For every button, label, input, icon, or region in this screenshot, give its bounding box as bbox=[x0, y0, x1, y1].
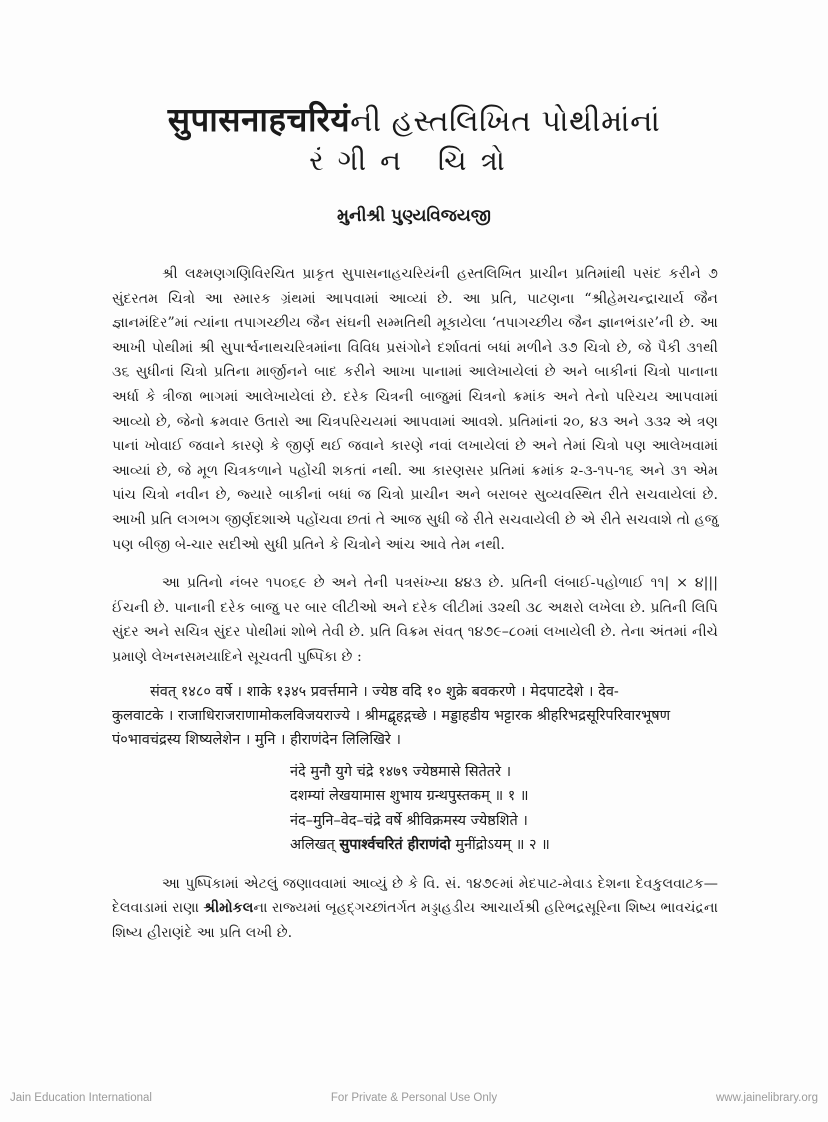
article-body bbox=[112, 262, 718, 945]
title-sanskrit: सुपासनाहचरियं bbox=[167, 100, 351, 139]
footer-website-link[interactable]: www.jainelibrary.org bbox=[715, 1092, 818, 1104]
footer-usage-note: For Private & Personal Use Only bbox=[330, 1092, 498, 1104]
page-subtitle: રંગીન ચિત્રો bbox=[309, 144, 519, 177]
paragraph-3 bbox=[112, 872, 718, 946]
verse-text: मुनींद्रोऽयम् ॥ २ ॥ bbox=[450, 837, 550, 853]
verse-line bbox=[290, 833, 718, 858]
closing-bold-name: શ્રીમોકલ bbox=[203, 900, 254, 917]
paragraph-2: આ પ્રતિનો નંબર ૧૫૦૬૯ છે અને તેની પત્રસંખ્યા ૪૪૩ છે. પ્રતિની લંબાઈ-પહોળાઈ ૧૧| × ૪||| ઈંચની છે. પાનાની દરેક બાજુ પર બાર લીટીઓ અને દરેક લીટીમાં ૩૨થી ૩૮ અક્ષરો લખેલા છે. પ્રતિની લિપિ સુંદર અને સચિત્ર સુંદર પોથીમાં શોભે તેવી છે. પ્રતિ વિક્રમ સંવત્ ૧૪૭૯–૮૦માં લખાયેલી છે. તેના અંતમાં નીચે પ્રમાણે લેખનસમયાદિને સૂચવતી પુષ્પિકા છે : bbox=[112, 575, 718, 665]
verse-line: नंद–मुनि–वेद–चंद्रे वर्षे श्रीविक्रमस्य ज्येष्ठशिते । bbox=[290, 812, 528, 829]
author-name: મુનીશ્રી પુણ્યવિજયજી bbox=[337, 206, 491, 226]
title-gujarati: ની હસ્તલિખિત પોથીમાંનાં bbox=[350, 104, 661, 139]
colophon-prose bbox=[112, 680, 718, 752]
colophon-line: संवत् १४८० वर्षे । शाके १३४५ प्रवर्त्तमाने । ज्येष्ठ वदि १० शुक्रे बवकरणे । मेदपाटदेशे । देव- bbox=[150, 683, 619, 700]
closing-text: ના રાજ્યમાં બૃહદ્ગચ્છાંતર્ગત મડ્ડાહડીય આચાર્યશ્રી હરિભદ્રસૂરિના શિષ્ય ભાવચંદ્રના શિષ્ય હીરાણંદે આ પ્રતિ લખી છે. bbox=[112, 900, 718, 941]
verse-text: अलिखत् bbox=[290, 837, 340, 853]
closing-text: આ પુષ્પિકામાં એટલું જણાવવામાં આવ્યું છે કે વિ. સં. ૧૪૭૯માં મેદપાટ-મેવાડ દેશના દેવકુલવાટક—દેલવાડામાં રાણા bbox=[112, 875, 718, 917]
verse-line: दशम्यां लेखयामास शुभाय ग्रन्थपुस्तकम् ॥ १ ॥ bbox=[290, 788, 529, 804]
footer-publisher: Jain Education International bbox=[10, 1092, 152, 1104]
page-footer bbox=[0, 1092, 828, 1112]
page-title bbox=[0, 100, 828, 142]
paragraph-1: શ્રી લક્ષ્મણગણિવિરચિત પ્રાકૃત સુપાસનાહચરિયંની હસ્તલિખિત પ્રાચીન પ્રતિમાંથી પસંદ કરીને ૭ સુંદરતમ ચિત્રો આ સ્મારક ગ્રંથમાં આપવામાં આવ્યાં છે. આ પ્રતિ, પાટણના “શ્રીહેમચન્દ્રાચાર્ય જૈન જ્ઞાનમંદિર”માં ત્યાંના તપાગચ્છીય જૈન સંઘની સમ્મતિથી મૂકાયેલા ‘તપાગચ્છીય જૈન જ્ઞાનભંડાર’ની છે. આ આખી પોથીમાં શ્રી સુપાર્શ્વનાથચરિત્રમાંના વિવિધ પ્રસંગોને દર્શાવતાં બધાં મળીને ૩૭ ચિત્રો છે, જે પૈકી ૩૧થી ૩૬ સુધીનાં ચિત્રો પ્રતિના માર્જીનને બાદ કરીને આખા પાનામાં આલેખાયેલાં છે અને બાકીનાં ચિત્રો પાનાના અર્ધા કે ત્રીજા ભાગમાં આલેખાયેલાં છે. દરેક ચિત્રની બાજુમાં ચિત્રનો ક્રમાંક અને તેનો પરિચય આપવામાં આવ્યો છે, જેનો ક્રમવાર ઉતારો આ ચિત્રપરિચયમાં આપવામાં આવશે. પ્રતિમાંનાં ૨૦, ૪૩ અને ૩૩૨ એ ત્રણ પાનાં ખોવાઈ જવાને કારણે કે જીર્ણ થઈ જવાને કારણે નવાં લખાયેલાં છે અને તેમાં ચિત્રો પણ આલેખવામાં આવ્યાં છે, જે મૂળ ચિત્રકળાને પહોંચી શકતાં નથી. આ કારણસર પ્રતિમાં ક્રમાંક ૨-૩-૧૫-૧૬ અને ૩૧ એમ પાંચ ચિત્રો નવીન છે, જ્યારે બાકીનાં બધાં જ ચિત્રો પ્રાચીન અને બરાબર સુવ્યવસ્થિત રીતે સચવાયેલાં છે. આખી પ્રતિ લગભગ જીર્ણદશાએ પહોંચવા છતાં તે આજ સુધી જે રીતે સચવાયેલી છે એ રીતે સચવાશે તો હજુ પણ બીજી બે-ચાર સદીઓ સુધી પ્રતિને કે ચિત્રોને આંચ આવે તેમ નથી. bbox=[112, 266, 718, 553]
colophon-line: पं०भावचंद्रस्य शिष्यलेशेन । मुनि । हीराणंदेन लिलिखिरे । bbox=[112, 731, 401, 748]
colophon-verse bbox=[112, 760, 718, 858]
verse-bold-text: सुपार्श्वचरितं हीराणंदो bbox=[339, 836, 451, 853]
verse-line: नंदे मुनौ युगे चंद्रे १४७९ ज्येष्ठमासे सितेतरे । bbox=[290, 763, 512, 780]
colophon-line: कुलवाटके । राजाधिराजराणामोकलविजयराज्ये । श्रीमद्बृहद्गच्छे । मड्डाहडीय भट्टारक श्रीहरिभद्रसूरिपरिवारभूषण bbox=[112, 707, 671, 724]
